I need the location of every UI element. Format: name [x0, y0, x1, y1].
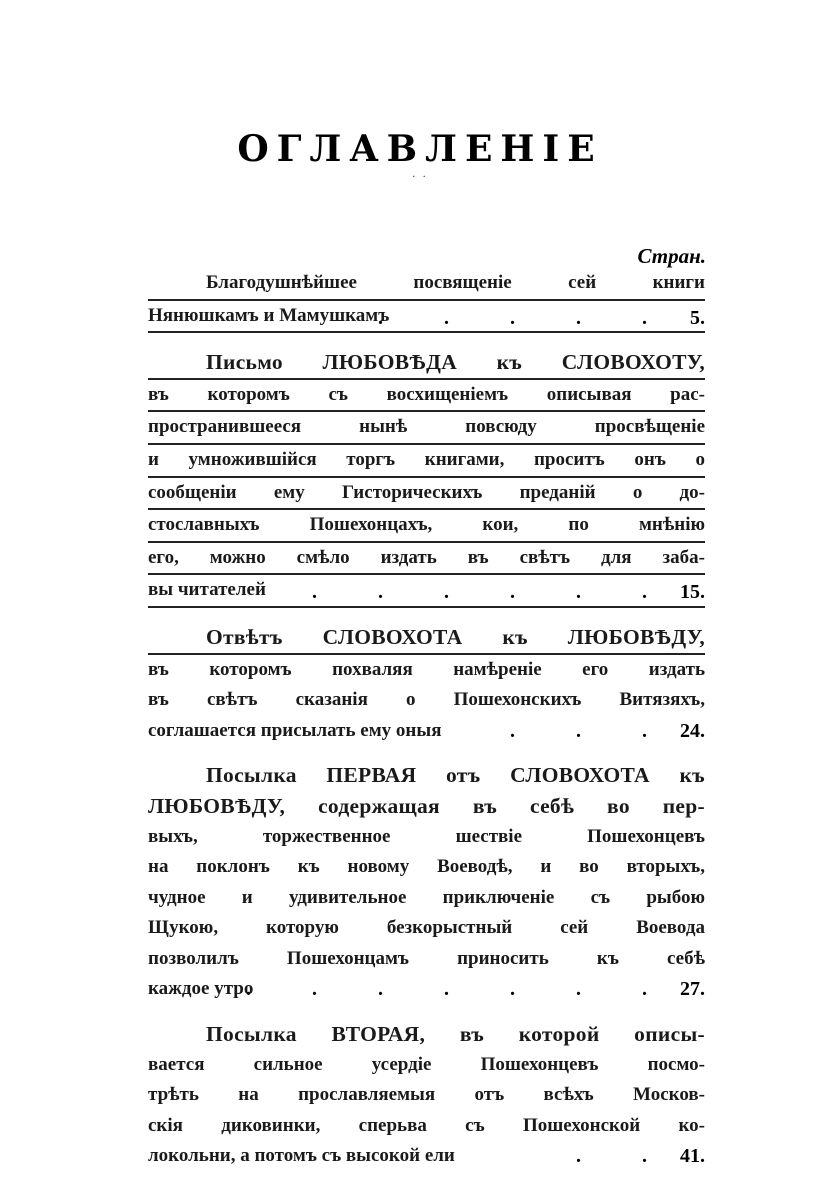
toc-entry-line: въ свѣтъ сказанія о Пошехонскихъ Витязяхъ, — [148, 689, 705, 711]
toc-entry-line: сообщеніи ему Гисторическихъ преданій о до- — [148, 478, 705, 511]
toc-entry-line: въ которомъ съ восхищеніемъ описывая рас- — [148, 380, 705, 413]
toc-entry-line: Благодушнѣйшее посвященіе сей книги — [148, 268, 705, 301]
toc-entry-line: позволилъ Пошехонцамъ приносить къ себѣ — [148, 947, 705, 969]
toc-entry-line: въ которомъ похваляя намѣреніе его издать — [148, 658, 705, 680]
toc-page-number: 24. — [680, 719, 705, 742]
toc-entry-line: его, можно смѣло издать въ свѣтъ для заба- — [148, 543, 705, 576]
toc-entry-line: скія диковинки, сперьва съ Пошехонской ко- — [148, 1114, 705, 1136]
toc-leader-dots: . . . . . . — [312, 581, 675, 604]
toc-entry-line: каждое утро — [148, 978, 254, 1000]
toc-entry-line: чудное и удивительное приключеніе съ рыбою — [148, 886, 705, 908]
toc-entry-line: Нянюшкамъ и Мамушкамъ — [148, 301, 705, 334]
toc-page-number: 41. — [680, 1145, 705, 1168]
toc-entry-line: соглашается присылать ему оныя — [148, 719, 442, 741]
toc-entry-line: и умножившійся торгъ книгами, проситъ онъ о — [148, 445, 705, 478]
toc-entry-line: локольни, а потомъ съ высокой ели — [148, 1145, 455, 1167]
toc-leader-dots: . . . — [510, 719, 675, 742]
toc-entry-dedication — [148, 268, 705, 333]
toc-entry-line: стославныхъ Пошехонцахъ, кои, по мнѣнію — [148, 510, 705, 543]
toc-entry-line: выхъ, торжественное шествіе Пошехонцевъ — [148, 825, 705, 847]
toc-leader-dots: . . . . . — [378, 306, 675, 329]
toc-page-number: 15. — [680, 581, 705, 604]
toc-entry-line: Щукою, которую безкорыстный сей Воевода — [148, 917, 705, 939]
toc-leader-dots: . . . . . . . — [246, 978, 675, 1001]
toc-page-number: 5. — [690, 306, 705, 329]
toc-entry-line: вается сильное усердіе Пошехонцевъ посмо- — [148, 1053, 705, 1075]
toc-entry-line: Отвѣтъ СЛОВОХОТА къ ЛЮБОВѢДУ, — [148, 622, 705, 655]
toc-entry-first-parcel — [148, 760, 705, 1005]
toc-entry-line: трѣть на прославляемыя отъ всѣхъ Москов- — [148, 1084, 705, 1106]
toc-entry-reply — [148, 622, 705, 746]
toc-entry-line: пространившееся нынѣ повсюду просвѣщеніе — [148, 412, 705, 445]
toc-page-number: 27. — [680, 978, 705, 1001]
page-column-header: Стран. — [637, 244, 706, 268]
toc-entry-line: Посылка ПЕРВАЯ отъ СЛОВОХОТА къ — [206, 763, 705, 788]
toc-entry-line: ЛЮБОВѢДУ, содержащая въ себѣ во пер- — [148, 793, 705, 818]
toc-list — [148, 268, 705, 1183]
toc-entry-line: вы читателей — [148, 575, 705, 608]
toc-entry-line: на поклонъ къ новому Воеводѣ, и во вторыхъ, — [148, 856, 705, 878]
page-title: ОГЛАВЛЕНІЕ — [237, 128, 603, 170]
toc-entry-line: Письмо ЛЮБОВѢДА къ СЛОВОХОТУ, — [148, 347, 705, 380]
toc-leader-dots: . . — [576, 1145, 675, 1168]
toc-entry-second-parcel — [148, 1019, 705, 1172]
toc-entry-line: Посылка ВТОРАЯ, въ которой описы- — [206, 1022, 705, 1047]
title-ornament: · · — [412, 172, 428, 183]
toc-entry-letter — [148, 347, 705, 608]
